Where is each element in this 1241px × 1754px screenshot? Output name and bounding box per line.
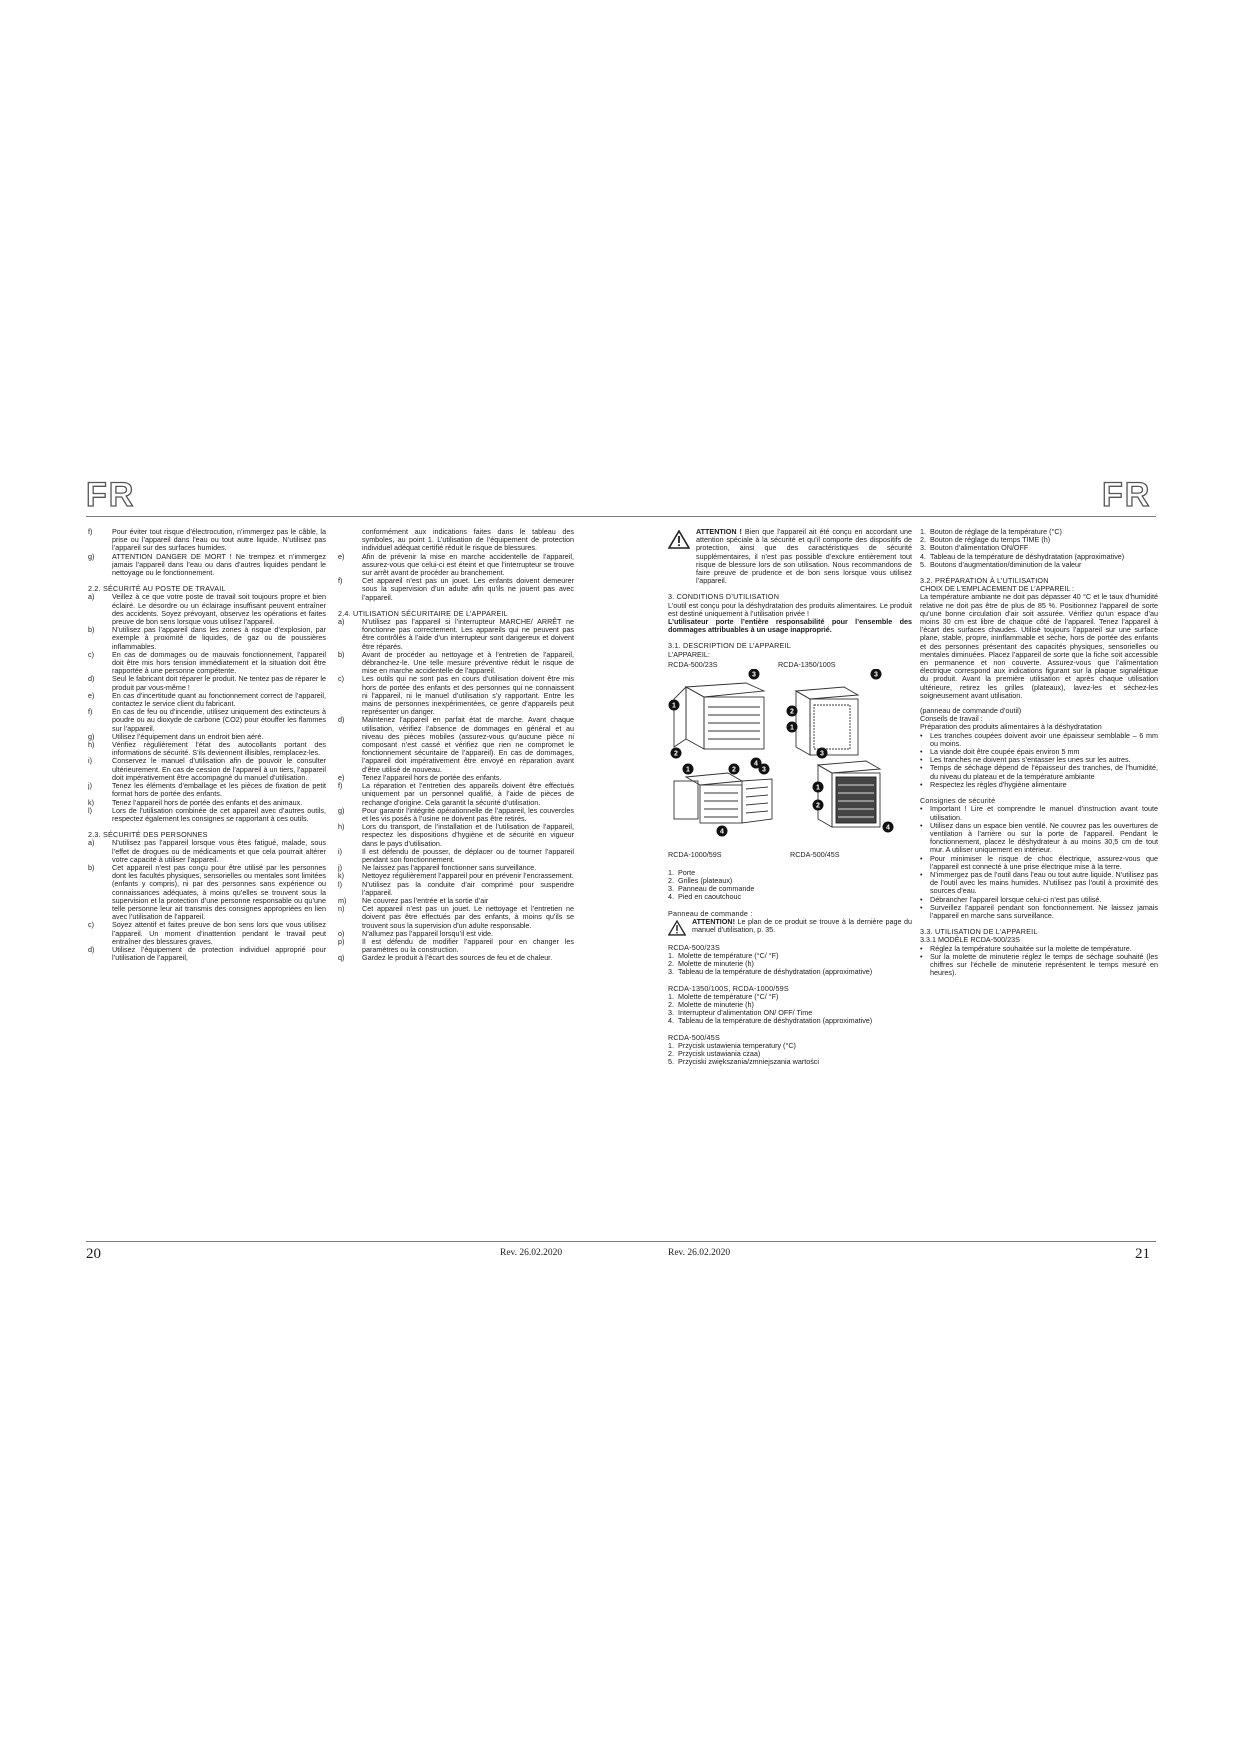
list-2-4 xyxy=(338,618,574,963)
list-item-label: a) xyxy=(88,592,95,602)
callout-2-icon xyxy=(787,705,798,716)
warning-icon xyxy=(668,530,690,549)
list-item-label: 4. xyxy=(920,551,926,561)
heading-3-2: 3.2. PRÉPARATION À L’UTILISATION xyxy=(920,576,1049,586)
list-item xyxy=(338,577,574,602)
list-item-label: i) xyxy=(88,756,92,766)
list-item-label: 1. xyxy=(920,528,926,536)
list-item-text: Maintenez l’appareil en parfait état de marche. Avant chaque utilisation, vérifiez l’absence de dommages en général et au niveau des pièces mobiles (assurez-vous qu’aucune pièce ni composant n’est cassé et vérifiez que rien ne compromet le fonctionnement sécuritaire de l’appareil). En cas de dommages, l’appareil doit impérativement être envoyé en réparation avant d’être utilisé de nouveau. xyxy=(362,715,574,774)
list-2-3 xyxy=(88,839,326,962)
list-item xyxy=(338,905,574,930)
list-item-text: N’allumez pas l’appareil lorsqu’il est vide. xyxy=(362,928,494,938)
list-item-label: 3. xyxy=(668,967,674,977)
list-item-text: En cas de feu ou d’incendie, utilisez uniquement des extincteurs à poudre ou au dioxyde de carbone (CO2) pour étouffer les flammes sur l’appareil. xyxy=(112,707,326,733)
heading-3-1: 3.1. DESCRIPTION DE L’APPAREIL xyxy=(668,641,791,651)
list-item-text: Tableau de la température de déshydratation (approximative) xyxy=(678,967,873,977)
list-item xyxy=(88,626,326,651)
list-item-text: Conservez le manuel d’utilisation afin de pouvoir le consulter ultérieurement. En cas de cession de l’appareil à un tiers, l’appareil doit impérativement être accompagné du manuel d’utilisation. xyxy=(112,756,326,782)
svg-text:4: 4 xyxy=(720,828,724,836)
list-item-label: 1. xyxy=(668,991,674,1001)
panel-attention-label: ATTENTION! xyxy=(692,916,735,926)
list-item-label: • xyxy=(920,902,923,912)
heading-3: 3. CONDITIONS D’UTILISATION xyxy=(668,592,780,602)
list-item-label: • xyxy=(920,763,923,773)
list-item xyxy=(920,732,1158,748)
list-item-text: Débrancher l’appareil lorsque celui-ci n’est pas utilisé. xyxy=(930,894,1102,904)
list-item-text: Seul le fabricant doit réparer le produit. Ne tentez pas de réparer le produit par vous-même ! xyxy=(112,674,326,692)
list-item-label: d) xyxy=(338,715,345,725)
model-2-list xyxy=(668,993,912,1026)
list-item-label: d) xyxy=(88,944,95,954)
list-item-text: Przycisk ustawienia temperatury (°C) xyxy=(678,1040,796,1050)
list-item-label: k) xyxy=(338,871,344,881)
heading-2-4: 2.4. UTILISATION SÉCURITAIRE DE L’APPAREIL xyxy=(338,608,508,618)
svg-text:1: 1 xyxy=(672,702,676,710)
dehydrator-rcda-500-23s xyxy=(674,683,764,749)
svg-text:4: 4 xyxy=(886,824,890,832)
list-item xyxy=(88,946,326,962)
list-item-label: 2. xyxy=(668,1000,674,1010)
appliance-figure xyxy=(668,661,912,861)
list-item-text: Tableau de la température de déshydratation (approximative) xyxy=(930,551,1125,561)
language-tag-left: FR xyxy=(86,476,136,514)
list-item-text: La réparation et l’entretien des appareils doivent être effectués uniquement par un personnel qualifié, à l’aide de pièces de rechange d’origine. Cela garantit la sécurité d’utilisation. xyxy=(362,781,574,807)
list-item xyxy=(338,954,574,962)
list-item-label: 4. xyxy=(668,1016,674,1026)
list-item-label: 2. xyxy=(920,535,926,545)
list-item-label: b) xyxy=(88,862,95,872)
list-item-label: a) xyxy=(88,838,95,848)
callout-1-icon xyxy=(683,763,694,774)
prep-list xyxy=(920,732,1158,789)
list-item-label: • xyxy=(920,779,923,789)
list-item-text: Pied en caoutchouc xyxy=(678,892,742,902)
callout-1-icon xyxy=(813,781,824,792)
list-item-label: h) xyxy=(338,822,345,832)
footer-rule xyxy=(86,1241,1156,1242)
list-item xyxy=(88,807,326,823)
attention-block xyxy=(668,528,912,585)
list-item-label: • xyxy=(920,869,923,879)
list-item-label: g) xyxy=(88,731,95,741)
list-item-text: Important ! Lire et comprendre le manuel d’instruction avant toute utilisation. xyxy=(930,804,1158,822)
list-item xyxy=(88,692,326,708)
use-text: L’outil est conçu pour la déshydratation des produits alimentaires. Le produit est destiné uniquement à l’utilisation privée ! xyxy=(668,600,912,618)
list-item-text: Les tranches ne doivent pas s’entasser les unes sur les autres. xyxy=(930,755,1131,765)
svg-text:3: 3 xyxy=(752,671,756,679)
list-item-text: N’utilisez pas la conduite d’air comprimé pour suspendre l’appareil. xyxy=(362,879,574,897)
list-item-label: 3. xyxy=(920,543,926,553)
page-number-right: 21 xyxy=(1135,1246,1150,1262)
list-item-label: h) xyxy=(88,740,95,750)
list-item-text: N’utilisez pas l’appareil si l’interrupteur MARCHE/ ARRÊT ne fonctionne pas correctement. Les appareils qui ne peuvent pas être contrôlés à l’aide d’un interrupteur sont dangereux et doivent être réparés. xyxy=(362,617,574,651)
list-item xyxy=(88,675,326,691)
list-item-label: j) xyxy=(338,863,342,873)
list-item xyxy=(338,807,574,823)
prep-heading: Préparation des produits alimentaires à la déshydratation xyxy=(920,722,1102,732)
list-item-text: Il est défendu de pousser, de déplacer ou de tourner l’appareil pendant son fonctionnement. xyxy=(362,846,574,864)
list-item-text: Afin de prévenir la mise en marche accidentelle de l’appareil, assurez-vous que celui-ci est éteint et que l’interrupteur se trouve sur arrêt avant de procéder au branchement. xyxy=(362,551,574,578)
list-item-label: 1. xyxy=(668,1040,674,1050)
list-item xyxy=(920,822,1158,855)
list-item-text: Lors du transport, de l’installation et de l’utilisation de l’appareil, respectez les dispositions d’hygiène et de sécurité en vigueur dans le pays d’utilisation. xyxy=(362,822,574,848)
callout-1-icon xyxy=(669,699,680,710)
list-item-label: c) xyxy=(338,674,344,684)
list-item-label: o) xyxy=(338,928,345,938)
safety-list xyxy=(920,805,1158,920)
column-4 xyxy=(920,528,1158,1234)
list-item-label: • xyxy=(920,894,923,904)
list-item-label: g) xyxy=(338,805,345,815)
column-3 xyxy=(668,528,912,1234)
list-item-text: Temps de séchage dépend de l’épaisseur des tranches, de l’humidité, du niveau du plateau et de la température ambiante xyxy=(930,763,1158,781)
dehydrator-rcda-500-45s xyxy=(818,761,880,827)
list-item-text: Utilisez l’équipement dans un endroit bien aéré. xyxy=(112,731,264,741)
svg-text:3: 3 xyxy=(874,671,878,679)
list-item xyxy=(88,864,326,921)
list-item-text: Tableau de la température de déshydratation (approximative) xyxy=(678,1016,873,1026)
callout-2-icon xyxy=(813,799,824,810)
list-item-text: La viande doit être coupée épais environ 5 mm xyxy=(930,747,1080,757)
svg-text:2: 2 xyxy=(732,766,736,774)
figure-label-rcda-500-23s: RCDA-500/23S xyxy=(668,659,718,669)
list-item xyxy=(338,881,574,897)
list-item-text: Veillez à ce que votre poste de travail soit toujours propre et bien éclairé. Le désordre ou un éclairage insuffisant peuvent entraîner des accidents. Soyez prévoyant, observez les opérations et faites preuve de bon sens lorsque vous utilisez l’appareil. xyxy=(112,592,326,627)
list-item xyxy=(88,528,326,553)
list-item xyxy=(338,618,574,651)
list-item-label: • xyxy=(920,730,923,740)
list-item xyxy=(88,757,326,782)
model-3-list xyxy=(668,1042,912,1067)
list-item-text: Przyciski zwiększania/zmniejszania wartości xyxy=(678,1057,819,1067)
list-item xyxy=(920,904,1158,920)
list-item-text: Ne couvrez pas l’entrée et la sortie d’air xyxy=(362,895,489,905)
list-item-label: j) xyxy=(88,781,92,791)
list-item-label: l) xyxy=(88,805,92,815)
callout-2-icon xyxy=(729,763,740,774)
list-item xyxy=(88,782,326,798)
list-item-text: Il est défendu de modifier l’appareil pour en changer les paramètres ou la construction. xyxy=(362,936,574,955)
list-item xyxy=(338,848,574,864)
revision-left: Rev. 26.02.2020 xyxy=(500,1248,563,1258)
list-item xyxy=(920,953,1158,978)
list-item-label: 2. xyxy=(668,959,674,969)
use-list xyxy=(920,945,1158,978)
list-item-label: m) xyxy=(338,895,347,905)
list-item-label: • xyxy=(920,853,923,863)
list-item xyxy=(338,651,574,676)
list-item-text: Sur la molette de minuterie réglez le temps de séchage souhaité (les chiffres sur l’échelle de minuterie représentent le temps mesuré en heures). xyxy=(930,951,1158,978)
list-item-text: Bouton de réglage de la température (°C) xyxy=(930,528,1062,536)
list-item-label: a) xyxy=(338,617,345,627)
svg-text:2: 2 xyxy=(674,750,678,758)
list-item-text: N’immergez pas de l’outil dans l’eau ou tout autre liquide. N’utilisez pas de l’outil avec les mains humides. N’utilisez pas l’outil à proximité des sources d’eau. xyxy=(930,869,1158,896)
heading-2-3: 2.3. SÉCURITÉ DES PERSONNES xyxy=(88,830,208,840)
list-item-label: f) xyxy=(338,576,343,586)
parts-list xyxy=(668,869,912,902)
model-1-list xyxy=(668,952,912,977)
list-item xyxy=(88,741,326,757)
list-item-label: c) xyxy=(88,920,94,930)
list-item-label: f) xyxy=(88,707,93,717)
warning-icon xyxy=(668,920,686,936)
callout-3-icon xyxy=(749,669,760,680)
list-item-label: 1. xyxy=(668,867,674,877)
list-item xyxy=(338,782,574,807)
list-item-label: • xyxy=(920,951,923,961)
list-item-text: Gardez le produit à l’écart des sources de feu et de chaleur. xyxy=(362,953,553,963)
list-item-label: q) xyxy=(338,953,345,963)
list-item-text: Bouton d’alimentation ON/OFF xyxy=(930,543,1029,553)
list-item-label: 3. xyxy=(668,884,674,894)
page-number-left: 20 xyxy=(86,1246,101,1262)
callout-4-icon xyxy=(717,825,728,836)
list-item-label: b) xyxy=(88,625,95,635)
list-item-text: Avant de procéder au nettoyage et à l’entretien de l’appareil, débranchez-le. Une telle mesure préventive réduit le risque de mise en marche accidentelle de l’appareil. xyxy=(362,649,574,676)
svg-text:2: 2 xyxy=(816,802,820,810)
list-item-label: f) xyxy=(88,528,93,536)
header-rule xyxy=(86,516,1156,517)
list-item-label: • xyxy=(920,820,923,830)
list-item-label: k) xyxy=(88,797,94,807)
callout-3-icon xyxy=(871,669,882,680)
svg-text:1: 1 xyxy=(686,766,690,774)
list-item-text: Cet appareil n’est pas conçu pour être utilisé par les personnes dont les facultés physiques, sensorielles ou mentales sont limitées (enfants y compris), ni par des personnes sans expérience ou connaissances adéquates, à moins qu’elles se trouvent sous la supervision et la protection d’une personne responsable ou qu’une telle personne leur ait transmis des consignes appropriées en lien avec l’utilisation de l’appareil. xyxy=(112,862,326,922)
list-item-label: p) xyxy=(338,936,345,946)
list-item-label: e) xyxy=(338,772,345,782)
list-item xyxy=(88,553,326,578)
list-item xyxy=(920,855,1158,871)
list-item xyxy=(920,871,1158,896)
dehydrator-rcda-1350-100s xyxy=(796,687,858,758)
list-item xyxy=(88,708,326,733)
list-item xyxy=(338,528,574,553)
list-item-label: d) xyxy=(88,674,95,684)
dehydrator-rcda-1000-59s xyxy=(674,773,772,823)
revision-right: Rev. 26.02.2020 xyxy=(668,1248,731,1258)
list-item xyxy=(338,553,574,578)
list-item-text: Molette de minuterie (h) xyxy=(678,1000,754,1010)
list-item xyxy=(88,839,326,864)
callout-3-icon xyxy=(759,763,770,774)
attention-text: Bien que l’appareil ait été conçu en accordant une attention spéciale à la sécurité et qu’il comporte des dispositifs de protection, ainsi que des caractéristiques de sécurité supplémentaires, il n’est pas possible d’exclure entièrement tout risque de blessure lors de son utilisation. Nous recommandons de faire preuve de prudence et de bon sens lorsque vous utilisez l’appareil. xyxy=(696,528,912,586)
use-responsibility: L’utilisateur porte l’entière responsabilité pour l’ensemble des dommages attribuables à un usage inapproprié. xyxy=(668,617,912,635)
list-item-text: Vérifiez régulièrement l’état des autocollants portant des informations de sécurité. S’ils deviennent illisibles, remplacez-les. xyxy=(112,740,326,758)
heading-2-2: 2.2. SÉCURITÉ AU POSTE DE TRAVAIL xyxy=(88,584,226,594)
list-item-text: Tenez les éléments d’emballage et les pièces de fixation de petit format hors de portée des enfants. xyxy=(112,781,326,799)
list-item-text: Bouton de réglage du temps TIME (h) xyxy=(930,535,1051,545)
list-item-text: ATTENTION DANGER DE MORT ! Ne trempez et n’immergez jamais l’appareil dans l’eau ou dans d’autres liquides pendant le nettoyage ou le fonctionnement. xyxy=(112,551,326,578)
list-item-text: Pour éviter tout risque d’électrocution, n’immergez pas le câble, la prise ou l’appareil dans l’eau ou tout autre liquide. N’utilisez pas l’appareil sur des surfaces humides. xyxy=(112,528,326,553)
list-item xyxy=(668,968,912,976)
list-item-text: Ne laissez pas l’appareil fonctionner sans surveillance. xyxy=(362,863,537,873)
list-item-text: N’utilisez pas l’appareil dans les zones à risque d’explosion, par exemple à proximité de liquides, de gaz ou de poussières inflammables. xyxy=(112,625,326,651)
list-item-text: Les tranches coupées doivent avoir une épaisseur semblable – 6 mm ou moins. xyxy=(930,730,1158,748)
list-item-label: l) xyxy=(338,879,342,889)
list-item-label: g) xyxy=(88,551,95,561)
list-2-3-tail xyxy=(338,528,574,602)
list-item-label: 4. xyxy=(668,892,674,902)
list-item-text: Tenez l’appareil hors de portée des enfants. xyxy=(362,772,502,782)
heading-3-1-sub: L’APPAREIL: xyxy=(668,649,710,659)
list-item-text: En cas d’incertitude quant au fonctionnement correct de l’appareil, contactez le service client du fabricant. xyxy=(112,690,326,709)
list-item xyxy=(668,1058,912,1066)
list-item xyxy=(920,764,1158,780)
callout-4-icon xyxy=(883,821,894,832)
column-1 xyxy=(88,528,326,1234)
list-item-text: Przycisk ustawiania czaa) xyxy=(678,1049,761,1059)
model-2-title: RCDA-1350/100S, RCDA-1000/59S xyxy=(668,983,789,993)
list-item xyxy=(920,781,1158,789)
list-item-label: 2. xyxy=(668,876,674,886)
list-item-label: 1. xyxy=(668,951,674,961)
heading-3-3: 3.3. UTILISATION DE L’APPAREIL xyxy=(920,927,1038,937)
attention-label: ATTENTION ! xyxy=(696,528,742,536)
svg-text:1: 1 xyxy=(790,724,794,732)
callout-3-icon xyxy=(817,747,828,758)
callout-1-icon xyxy=(787,721,798,732)
list-item xyxy=(920,561,1158,569)
model-1-title: RCDA-500/23S xyxy=(668,942,720,952)
svg-text:3: 3 xyxy=(762,766,766,774)
list-item-label: c) xyxy=(88,649,94,659)
list-item-label: 5. xyxy=(920,559,926,569)
dehydrator-illustrations xyxy=(668,669,912,847)
list-item-text: Panneau de commande xyxy=(678,884,755,894)
list-item-label: 2. xyxy=(668,1049,674,1059)
list-item xyxy=(668,893,912,901)
list-item-text: Respectez les règles d’hygiène alimentaire xyxy=(930,779,1067,789)
list-item-text: Utilisez l’équipement de protection individuel approprié pour l’utilisation de l’appareil, xyxy=(112,944,326,963)
list-item-label: • xyxy=(920,804,923,814)
list-item-text: Porte xyxy=(678,867,696,877)
placement-text: La température ambiante ne doit pas dépasser 40 °C et le taux d’humidité relative ne doit pas être de plus de 85 %. Positionnez l’appareil de sorte qu’une bonne circulation d’air soit assurée. Vérifiez qu’un espace d’au moins 30 cm est libre de chaque côté de l’appareil. Tenez l’appareil à l’écart des surfaces chaudes. Utilisé toujours l’appareil sur une surface plane, stable, propre, ininflammable et sèche, hors de portée des enfants et des personnes présentant des capacités physiques, sensorielles ou mentales diminuées. Placez l’appareil de sorte que la fiche soit accessible en permanence et non couverte. Assurez-vous que l’alimentation électrique correspond aux indications figurant sur la plaque signalétique du produit. Avant la première utilisation et après chaque utilisation ultérieure, retirez les grilles (plateaux), lavez-les et séchez-les soigneusement avant utilisation. xyxy=(920,592,1158,700)
list-item-label: • xyxy=(920,747,923,757)
list-item-label: e) xyxy=(338,551,345,561)
list-item-label: 3. xyxy=(668,1008,674,1018)
control-list xyxy=(920,528,1158,569)
list-item-text: Molette de température (°C/ °F) xyxy=(678,991,779,1001)
list-item xyxy=(668,1017,912,1025)
list-item-text: Tenez l’appareil hors de portée des enfants et des animaux. xyxy=(112,797,303,807)
safety-heading: Consignes de sécurité xyxy=(920,796,996,806)
panel-line: (panneau de commande d’outil) xyxy=(920,706,1022,716)
list-item-text: Cet appareil n’est pas un jouet. Le nettoyage et l’entretien ne doivent pas être effectués par des enfants, à moins qu’ils se trouvent sous la supervision d’un adulte responsable. xyxy=(362,904,574,930)
heading-3-3-1: 3.3.1 MODÈLE RCDA-500/23S xyxy=(920,935,1020,945)
model-3-title: RCDA-500/45S xyxy=(668,1032,720,1042)
svg-text:3: 3 xyxy=(820,750,824,758)
list-item-text: Réglez la température souhaitée sur la molette de température. xyxy=(930,943,1132,953)
panel-attention-text: Le plan de ce produit se trouve à la dernière page du manuel d’utilisation, p. 35. xyxy=(692,916,912,935)
heading-3-2-sub: CHOIX DE L’EMPLACEMENT DE L’APPAREIL : xyxy=(920,584,1075,594)
svg-text:1: 1 xyxy=(816,784,820,792)
svg-text:2: 2 xyxy=(790,708,794,716)
list-item-label: • xyxy=(920,943,923,953)
figure-label-rcda-1350-100s: RCDA-1350/100S xyxy=(778,659,836,669)
panel-heading: Panneau de commande : xyxy=(668,908,753,918)
figure-label-rcda-1000-59s: RCDA-1000/59S xyxy=(668,849,722,859)
list-item-text: Cet appareil n’est pas un jouet. Les enfants doivent demeurer sous la supervision d’un adulte afin qu’ils ne jouent pas avec l’appareil. xyxy=(362,576,574,602)
list-item-label: e) xyxy=(88,690,95,700)
language-tag-right: FR xyxy=(1102,476,1152,514)
figure-label-rcda-500-45s: RCDA-500/45S xyxy=(790,849,840,859)
list-item xyxy=(338,716,574,773)
list-item-text: Pour garantir l’intégrité opérationnelle de l’appareil, les couvercles et les vis posés à l’usine ne doivent pas être retirés. xyxy=(362,805,574,823)
list-2-2 xyxy=(88,593,326,823)
list-item-text: N’utilisez pas l’appareil lorsque vous êtes fatigué, malade, sous l’effet de drogues ou de médicaments et que cela pourrait altérer votre capacité à utiliser l’appareil. xyxy=(112,838,326,864)
list-item-text: Boutons d’augmentation/diminution de la valeur xyxy=(930,559,1082,569)
list-item xyxy=(338,938,574,954)
list-item-text: Molette de minuterie (h) xyxy=(678,959,754,969)
list-item-text: Les outils qui ne sont pas en cours d’utilisation doivent être mis hors de portée des enfants et des personnes qui ne connaissent ni l’appareil, ni le manuel d’utilisation s’y rapportant. Entre les mains de personnes inexpérimentées, ce genre d’appareils peut représenter un danger. xyxy=(362,674,574,717)
list-item-label: • xyxy=(920,755,923,765)
list-2-1-tail xyxy=(88,528,326,577)
tips-heading: Conseils de travail : xyxy=(920,714,983,724)
list-item-label: n) xyxy=(338,904,345,914)
list-item-text: En cas de dommages ou de mauvais fonctionnement, l’appareil doit être mis hors tension immédiatement et la situation doit être rapportée à une personne compétente. xyxy=(112,649,326,676)
list-item-text: Nettoyez régulièrement l’appareil pour en prévenir l’encrassement. xyxy=(362,871,574,881)
list-item xyxy=(338,823,574,848)
list-item xyxy=(88,921,326,946)
list-item-label: b) xyxy=(338,649,345,659)
list-item xyxy=(338,675,574,716)
list-item-text: Molette de température (°C/ °F) xyxy=(678,951,779,961)
list-item-text: conformément aux indications faites dans le tableau des symboles, au point 1. L’utilisation de l’équipement de protection individuel adéquat certifié réduit le risque de blessures. xyxy=(362,528,574,553)
svg-text:4: 4 xyxy=(754,760,758,768)
list-item-text: Surveillez l’appareil pendant son fonctionnement. Ne laissez jamais l’appareil en marche sans surveillance. xyxy=(930,902,1158,920)
list-item xyxy=(88,651,326,676)
list-item-text: Grilles (plateaux) xyxy=(678,876,733,886)
callout-2-icon xyxy=(671,747,682,758)
list-item-label: i) xyxy=(338,846,342,856)
list-item-text: Utilisez dans un espace bien ventilé. Ne couvrez pas les ouvertures de ventilation à l’arrière ou sur la porte de l’appareil. Pendant le fonctionnement, placez le déshydrateur à au moins 30,5 cm de tout mur. A utiliser uniquement en intérieur. xyxy=(930,820,1158,855)
column-2 xyxy=(338,528,574,1234)
list-item-label: f) xyxy=(338,781,343,791)
list-item-text: Interrupteur d’alimentation ON/ OFF/ Time xyxy=(678,1008,813,1018)
list-item-text: Soyez attentif et faites preuve de bon sens lors que vous utilisez l’appareil. Un moment d’inattention pendant le travail peut entraîner des blessures graves. xyxy=(112,920,326,946)
list-item-text: Lors de l’utilisation combinée de cet appareil avec d’autres outils, respectez également les consignes se rapportant à ces outils. xyxy=(112,805,326,823)
list-item xyxy=(920,805,1158,821)
panel-attention xyxy=(668,918,912,936)
list-item-label: 5. xyxy=(668,1057,674,1067)
list-item xyxy=(88,593,326,626)
list-item-text: Pour minimiser le risque de choc électrique, assurez-vous que l’appareil est connecté à une prise électrique mise à la terre. xyxy=(930,853,1158,871)
